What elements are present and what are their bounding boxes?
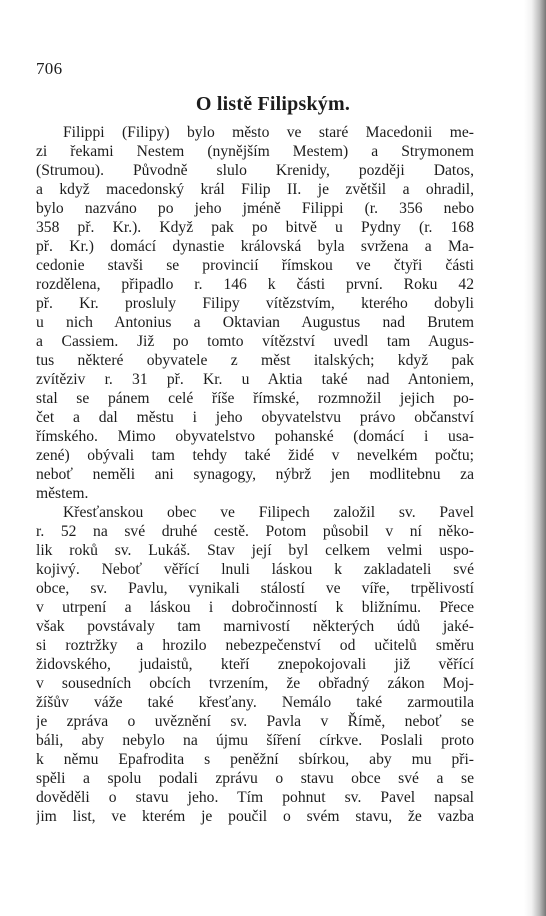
text-line: kojivý. Neboť věřící lnuli láskou k zakladateli své xyxy=(36,561,474,578)
page-number: 706 xyxy=(36,59,63,78)
text-line: žíšův váže také křesťany. Nemálo také zarmoutila xyxy=(36,694,474,711)
text-line: r. 52 na své druhé cestě. Potom působil v ní něko- xyxy=(36,523,474,540)
page-title: O listě Filipským. xyxy=(195,93,351,115)
text-line: k němu Epafrodita s peněžní sbírkou, aby mu při- xyxy=(36,751,474,768)
text-line: tus některé obyvatele z měst italských; když pak xyxy=(36,352,474,369)
text-line: př. Kr. prosluly Filipy vítězstvím, kterého dobyli xyxy=(36,295,474,312)
text-line: obce, sv. Pavlu, vynikali stálostí ve víře, trpělivostí xyxy=(36,580,474,597)
text-line: zi řekami Nestem (nynějším Mestem) a Strymonem xyxy=(36,143,474,160)
text-line: (Strumou). Původně slulo Krenidy, později Datos, xyxy=(36,162,474,179)
text-line: však povstávaly tam marnivostí některých údů jaké- xyxy=(36,618,474,635)
text-line: si roztržky a hrozilo nebezpečenství od učitelů směru xyxy=(36,637,474,654)
text-line: římského. Mimo obyvatelstvo pohanské (domácí i usa- xyxy=(36,428,474,445)
text-line: neboť neměli ani synagogy, nýbrž jen modlitebnu za xyxy=(36,466,474,483)
text-line: rozdělena, připadlo r. 146 k části první. Roku 42 xyxy=(36,276,474,293)
text-line: dověděli o stavu jeho. Tím pohnut sv. Pavel napsal xyxy=(36,789,474,806)
paragraph-2 xyxy=(36,503,474,826)
text-line: lik roků sv. Lukáš. Stav její byl celkem velmi uspo- xyxy=(36,542,474,559)
paragraph-1 xyxy=(36,123,474,503)
text-line: v utrpení a láskou i dobročinností k bližnímu. Přece xyxy=(36,599,474,616)
body-text xyxy=(36,123,474,826)
text-line: cedonie stavši se provincií římskou ve čtyři části xyxy=(36,257,474,274)
text-line: čet a dal městu i jeho obyvatelstvu právo občanství xyxy=(36,409,474,426)
text-line: židovského, judaistů, kteří znepokojovali již věřící xyxy=(36,656,474,673)
text-line: a Cassiem. Již po tomto vítězství uvedl tam Augus- xyxy=(36,333,474,350)
text-line: zvítěziv r. 31 př. Kr. u Aktia také nad Antoniem, xyxy=(36,371,474,388)
text-line: zené) obývali tam tehdy také židé v nevelkém počtu; xyxy=(36,447,474,464)
text-line: Filippi (Filipy) bylo město ve staré Macedonii me- xyxy=(63,124,474,141)
text-line: u nich Antonius a Oktavian Augustus nad Brutem xyxy=(36,314,474,331)
text-line: v sousedních obcích tvrzením, že obřadný zákon Moj- xyxy=(36,675,474,692)
text-line: je zpráva o uvěznění sv. Pavla v Římě, neboť se xyxy=(36,713,474,730)
text-line: spěli a spolu podali zprávu o stavu obce své a se xyxy=(36,770,474,787)
text-line: báli, aby nebylo na újmu šíření církve. Poslali proto xyxy=(36,732,474,749)
text-line: jim list, ve kterém je poučil o svém stavu, že vazba xyxy=(36,808,474,825)
text-line: 358 př. Kr.). Když pak po bitvě u Pydny (r. 168 xyxy=(36,219,474,236)
text-line: městem. xyxy=(36,485,89,502)
text-line: př. Kr.) domácí dynastie královská byla svržena a Ma- xyxy=(36,238,474,255)
page-edge-shadow xyxy=(524,0,546,916)
text-line: bylo nazváno po jeho jméně Filippi (r. 356 nebo xyxy=(36,200,474,217)
text-line: stal se pánem celé říše římské, rozmnožil jejich po- xyxy=(36,390,474,407)
text-line: a když macedonský král Filip II. je zvětšil a ohradil, xyxy=(36,181,474,198)
text-line: Křesťanskou obec ve Filipech založil sv. Pavel xyxy=(63,504,474,521)
